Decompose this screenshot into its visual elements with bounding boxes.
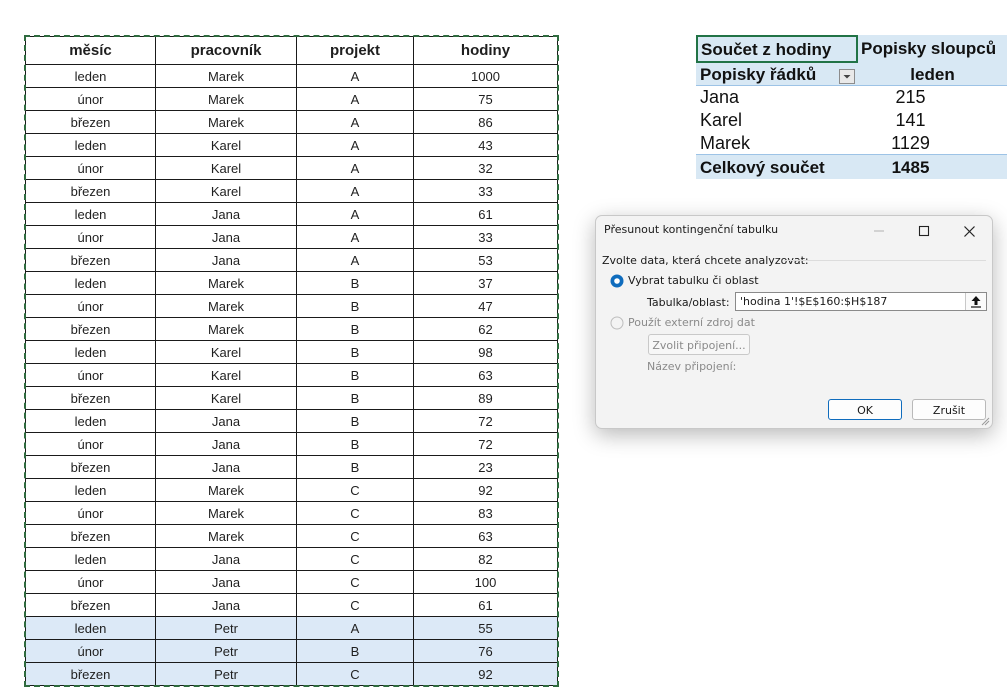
worker-cell[interactable]: Marek bbox=[156, 479, 297, 502]
month-cell[interactable]: březen bbox=[26, 456, 156, 479]
month-cell[interactable]: únor bbox=[26, 88, 156, 111]
worker-cell[interactable]: Jana bbox=[156, 410, 297, 433]
project-cell[interactable]: A bbox=[297, 203, 414, 226]
month-cell[interactable]: leden bbox=[26, 548, 156, 571]
project-cell[interactable]: C bbox=[297, 594, 414, 617]
hours-cell[interactable]: 83 bbox=[414, 502, 558, 525]
table-row bbox=[26, 502, 558, 525]
pivot-row-label: Karel bbox=[700, 110, 743, 130]
project-cell[interactable]: A bbox=[297, 617, 414, 640]
maximize-button[interactable] bbox=[901, 216, 947, 245]
month-cell[interactable]: březen bbox=[26, 525, 156, 548]
table-row bbox=[26, 249, 558, 272]
worker-cell[interactable]: Petr bbox=[156, 617, 297, 640]
chevron-down-icon bbox=[840, 70, 854, 83]
worker-cell[interactable]: Karel bbox=[156, 341, 297, 364]
worker-cell[interactable]: Jana bbox=[156, 249, 297, 272]
table-row bbox=[26, 65, 558, 88]
worker-cell[interactable]: Jana bbox=[156, 433, 297, 456]
pivot-row-value: 1129 bbox=[891, 133, 930, 153]
close-button[interactable] bbox=[946, 216, 992, 245]
worker-cell[interactable]: Jana bbox=[156, 456, 297, 479]
worker-cell[interactable]: Jana bbox=[156, 203, 297, 226]
project-cell[interactable]: A bbox=[297, 111, 414, 134]
month-cell[interactable]: leden bbox=[26, 134, 156, 157]
dialog-title: Přesunout kontingenční tabulku bbox=[604, 223, 779, 236]
worker-cell[interactable]: Marek bbox=[156, 318, 297, 341]
minimize-icon bbox=[873, 225, 885, 237]
column-header-mesic[interactable]: měsíc bbox=[26, 37, 156, 65]
radio-external-source-label: Použít externí zdroj dat bbox=[628, 316, 755, 329]
resize-grip-icon[interactable] bbox=[980, 416, 990, 426]
project-cell[interactable]: B bbox=[297, 410, 414, 433]
worker-cell[interactable]: Petr bbox=[156, 640, 297, 663]
range-label: Tabulka/oblast: bbox=[647, 296, 730, 309]
project-cell[interactable]: B bbox=[297, 341, 414, 364]
connection-name-label: Název připojení: bbox=[647, 360, 737, 373]
project-cell[interactable]: A bbox=[297, 249, 414, 272]
project-cell[interactable]: B bbox=[297, 295, 414, 318]
month-cell[interactable]: březen bbox=[26, 180, 156, 203]
table-row bbox=[26, 456, 558, 479]
collapse-dialog-button[interactable] bbox=[965, 293, 986, 310]
hours-cell[interactable]: 61 bbox=[414, 203, 558, 226]
close-icon bbox=[963, 225, 976, 238]
hours-cell[interactable]: 53 bbox=[414, 249, 558, 272]
project-cell[interactable]: A bbox=[297, 157, 414, 180]
table-row bbox=[26, 295, 558, 318]
pivot-column-value: leden bbox=[910, 65, 955, 84]
month-cell[interactable]: únor bbox=[26, 295, 156, 318]
table-row bbox=[26, 226, 558, 249]
month-cell[interactable]: únor bbox=[26, 640, 156, 663]
pivot-column-labels-cell[interactable] bbox=[858, 35, 1007, 63]
pivot-row-label: Marek bbox=[700, 133, 751, 153]
range-input[interactable] bbox=[735, 292, 987, 311]
month-cell[interactable]: březen bbox=[26, 111, 156, 134]
hours-cell[interactable]: 82 bbox=[414, 548, 558, 571]
table-row bbox=[26, 594, 558, 617]
project-cell[interactable]: C bbox=[297, 479, 414, 502]
worker-cell[interactable]: Marek bbox=[156, 65, 297, 88]
table-row bbox=[26, 111, 558, 134]
header-row bbox=[26, 37, 558, 65]
project-cell[interactable]: A bbox=[297, 134, 414, 157]
pivot-row[interactable] bbox=[696, 86, 1007, 109]
month-cell[interactable]: leden bbox=[26, 410, 156, 433]
source-data-table bbox=[25, 36, 558, 686]
table-row bbox=[26, 203, 558, 226]
worker-cell[interactable]: Karel bbox=[156, 157, 297, 180]
pivot-total-label: Celkový součet bbox=[700, 158, 825, 177]
hours-cell[interactable]: 47 bbox=[414, 295, 558, 318]
hours-cell[interactable]: 76 bbox=[414, 640, 558, 663]
worker-cell[interactable]: Jana bbox=[156, 226, 297, 249]
cancel-label: Zrušit bbox=[932, 404, 966, 417]
hours-cell[interactable]: 61 bbox=[414, 594, 558, 617]
pivot-row-value: 215 bbox=[895, 87, 926, 107]
month-cell[interactable]: únor bbox=[26, 433, 156, 456]
hours-cell[interactable]: 62 bbox=[414, 318, 558, 341]
minimize-button[interactable] bbox=[856, 216, 902, 245]
month-cell[interactable]: leden bbox=[26, 617, 156, 640]
month-cell[interactable]: březen bbox=[26, 594, 156, 617]
table-row bbox=[26, 272, 558, 295]
month-cell[interactable]: leden bbox=[26, 272, 156, 295]
worker-cell[interactable]: Karel bbox=[156, 180, 297, 203]
hours-cell[interactable]: 23 bbox=[414, 456, 558, 479]
pivot-values-header-cell[interactable] bbox=[696, 35, 858, 63]
table-row bbox=[26, 410, 558, 433]
pivot-total-value: 1485 bbox=[891, 158, 930, 177]
table-row bbox=[26, 341, 558, 364]
pivot-column-value-cell[interactable] bbox=[858, 63, 1007, 86]
month-cell[interactable]: leden bbox=[26, 479, 156, 502]
hours-cell[interactable]: 75 bbox=[414, 88, 558, 111]
hours-cell[interactable]: 98 bbox=[414, 341, 558, 364]
worker-cell[interactable]: Marek bbox=[156, 88, 297, 111]
pivot-row-label: Jana bbox=[700, 87, 740, 107]
month-cell[interactable]: leden bbox=[26, 203, 156, 226]
month-cell[interactable]: leden bbox=[26, 341, 156, 364]
table-row bbox=[26, 571, 558, 594]
pivot-column-labels: Popisky sloupců bbox=[861, 39, 997, 58]
dialog-section-label: Zvolte data, která chcete analyzovat: bbox=[602, 254, 809, 267]
month-cell[interactable]: únor bbox=[26, 364, 156, 387]
project-cell[interactable]: C bbox=[297, 548, 414, 571]
table-row bbox=[26, 134, 558, 157]
pivot-row-value: 141 bbox=[895, 110, 926, 130]
maximize-icon bbox=[918, 225, 930, 237]
worker-cell[interactable]: Karel bbox=[156, 387, 297, 410]
choose-connection-label: Zvolit připojení... bbox=[652, 339, 746, 352]
hours-cell[interactable]: 1000 bbox=[414, 65, 558, 88]
month-cell[interactable]: březen bbox=[26, 387, 156, 410]
column-header-pracovnik[interactable]: pracovník bbox=[156, 37, 297, 65]
hours-cell[interactable]: 92 bbox=[414, 479, 558, 502]
month-cell[interactable]: březen bbox=[26, 318, 156, 341]
worker-cell[interactable]: Marek bbox=[156, 502, 297, 525]
hours-cell[interactable]: 63 bbox=[414, 525, 558, 548]
hours-cell[interactable]: 89 bbox=[414, 387, 558, 410]
project-cell[interactable]: A bbox=[297, 180, 414, 203]
hours-cell[interactable]: 100 bbox=[414, 571, 558, 594]
column-header-hodiny[interactable]: hodiny bbox=[414, 37, 558, 65]
project-cell[interactable]: C bbox=[297, 525, 414, 548]
project-cell[interactable]: C bbox=[297, 663, 414, 686]
pivot-row[interactable] bbox=[696, 109, 1007, 132]
table-row bbox=[26, 433, 558, 456]
project-cell[interactable]: B bbox=[297, 272, 414, 295]
project-cell[interactable]: B bbox=[297, 456, 414, 479]
project-cell[interactable]: B bbox=[297, 364, 414, 387]
project-cell[interactable]: C bbox=[297, 502, 414, 525]
hours-cell[interactable]: 32 bbox=[414, 157, 558, 180]
table-row bbox=[26, 525, 558, 548]
section-divider bbox=[784, 260, 986, 261]
ok-button[interactable] bbox=[828, 399, 902, 420]
table-row bbox=[26, 180, 558, 203]
worker-cell[interactable]: Karel bbox=[156, 134, 297, 157]
month-cell[interactable]: únor bbox=[26, 226, 156, 249]
worker-cell[interactable]: Jana bbox=[156, 571, 297, 594]
project-cell[interactable]: B bbox=[297, 433, 414, 456]
hours-cell[interactable]: 72 bbox=[414, 410, 558, 433]
hours-cell[interactable]: 92 bbox=[414, 663, 558, 686]
radio-unchecked-icon bbox=[610, 316, 624, 330]
hours-cell[interactable]: 33 bbox=[414, 180, 558, 203]
range-input-value: 'hodina 1'!$E$160:$H$187 bbox=[740, 295, 888, 308]
hours-cell[interactable]: 86 bbox=[414, 111, 558, 134]
table-row bbox=[26, 640, 558, 663]
hours-cell[interactable]: 33 bbox=[414, 226, 558, 249]
table-row bbox=[26, 318, 558, 341]
ok-label: OK bbox=[857, 404, 873, 417]
worker-cell[interactable]: Jana bbox=[156, 594, 297, 617]
project-cell[interactable]: B bbox=[297, 640, 414, 663]
pivot-table bbox=[696, 35, 1007, 180]
worker-cell[interactable]: Petr bbox=[156, 663, 297, 686]
worker-cell[interactable]: Jana bbox=[156, 548, 297, 571]
pivot-values-label: Součet z hodiny bbox=[701, 40, 832, 59]
arrow-up-icon bbox=[966, 293, 986, 310]
table-row bbox=[26, 88, 558, 111]
table-row bbox=[26, 617, 558, 640]
worker-cell[interactable]: Marek bbox=[156, 525, 297, 548]
radio-checked-icon bbox=[610, 274, 624, 288]
month-cell[interactable]: leden bbox=[26, 65, 156, 88]
hours-cell[interactable]: 55 bbox=[414, 617, 558, 640]
pivot-row-labels-cell[interactable] bbox=[696, 63, 858, 86]
worker-cell[interactable]: Marek bbox=[156, 295, 297, 318]
table-row bbox=[26, 663, 558, 686]
pivot-row-labels: Popisky řádků bbox=[700, 65, 817, 84]
hours-cell[interactable]: 43 bbox=[414, 134, 558, 157]
pivot-row[interactable] bbox=[696, 132, 1007, 155]
hours-cell[interactable]: 37 bbox=[414, 272, 558, 295]
hours-cell[interactable]: 63 bbox=[414, 364, 558, 387]
project-cell[interactable]: C bbox=[297, 571, 414, 594]
table-row bbox=[26, 548, 558, 571]
month-cell[interactable]: únor bbox=[26, 571, 156, 594]
month-cell[interactable]: březen bbox=[26, 663, 156, 686]
column-header-projekt[interactable]: projekt bbox=[297, 37, 414, 65]
month-cell[interactable]: březen bbox=[26, 249, 156, 272]
cancel-button[interactable] bbox=[912, 399, 986, 420]
worker-cell[interactable]: Karel bbox=[156, 364, 297, 387]
choose-connection-button[interactable] bbox=[648, 334, 750, 355]
pivot-total-row[interactable] bbox=[696, 154, 1007, 179]
month-cell[interactable]: únor bbox=[26, 157, 156, 180]
table-row bbox=[26, 364, 558, 387]
project-cell[interactable]: A bbox=[297, 65, 414, 88]
project-cell[interactable]: B bbox=[297, 387, 414, 410]
worker-cell[interactable]: Marek bbox=[156, 111, 297, 134]
hours-cell[interactable]: 72 bbox=[414, 433, 558, 456]
table-row bbox=[26, 387, 558, 410]
table-row bbox=[26, 479, 558, 502]
project-cell[interactable]: A bbox=[297, 88, 414, 111]
radio-select-table-label: Vybrat tabulku či oblast bbox=[628, 274, 759, 287]
worker-cell[interactable]: Marek bbox=[156, 272, 297, 295]
month-cell[interactable]: únor bbox=[26, 502, 156, 525]
project-cell[interactable]: B bbox=[297, 318, 414, 341]
table-row bbox=[26, 157, 558, 180]
move-pivottable-dialog bbox=[595, 215, 993, 429]
filter-dropdown-button[interactable] bbox=[839, 69, 855, 84]
project-cell[interactable]: A bbox=[297, 226, 414, 249]
